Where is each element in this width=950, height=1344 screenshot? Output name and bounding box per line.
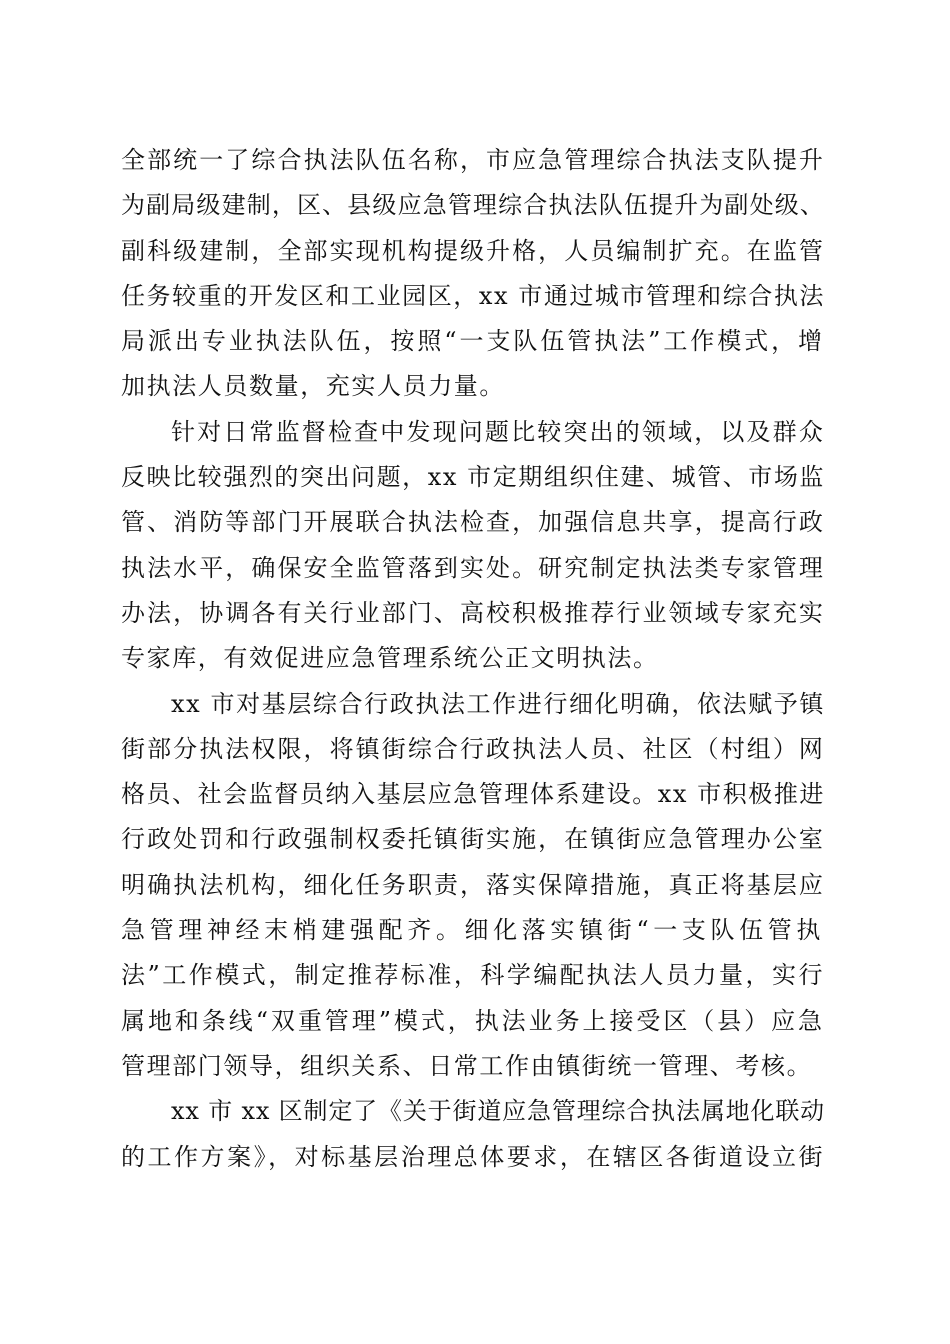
paragraph-line: 为副局级建制，区、县级应急管理综合执法队伍提升为副处级、 <box>121 191 825 220</box>
paragraph-line: 急管理神经末梢建强配齐。细化落实镇街“一支队伍管执 <box>121 916 825 945</box>
paragraph-2 <box>121 410 825 682</box>
paragraph-line: 副科级建制，全部实现机构提级升格，人员编制扩充。在监管 <box>121 236 825 265</box>
paragraph-line: 加执法人员数量，充实人员力量。 <box>121 372 505 401</box>
paragraph-line: 格员、社会监督员纳入基层应急管理体系建设。xx 市积极推进 <box>121 780 825 809</box>
paragraph-4 <box>121 1089 825 1180</box>
paragraph-3 <box>121 682 825 1090</box>
paragraph-line: 反映比较强烈的突出问题，xx 市定期组织住建、城管、市场监 <box>121 463 825 492</box>
paragraph-line: 针对日常监督检查中发现问题比较突出的领域，以及群众 <box>171 417 825 446</box>
paragraph-line: 法”工作模式，制定推荐标准，科学编配执法人员力量，实行 <box>121 961 825 990</box>
paragraph-line: 办法，协调各有关行业部门、高校积极推荐行业领域专家充实 <box>121 598 825 627</box>
paragraph-line: xx 市对基层综合行政执法工作进行细化明确，依法赋予镇 <box>171 689 825 718</box>
paragraph-line: 明确执法机构，细化任务职责，落实保障措施，真正将基层应 <box>121 870 825 899</box>
paragraph-line: 属地和条线“双重管理”模式，执法业务上接受区（县）应急 <box>121 1006 825 1035</box>
paragraph-line: 管、消防等部门开展联合执法检查，加强信息共享，提高行政 <box>121 508 825 537</box>
document-body <box>121 138 825 1180</box>
paragraph-line: 局派出专业执法队伍，按照“一支队伍管执法”工作模式，增 <box>121 327 825 356</box>
paragraph-line: 的工作方案》，对标基层治理总体要求，在辖区各街道设立街 <box>121 1142 825 1171</box>
paragraph-line: 专家库，有效促进应急管理系统公正文明执法。 <box>121 644 659 673</box>
paragraph-line: 全部统一了综合执法队伍名称，市应急管理综合执法支队提升 <box>121 146 825 174</box>
paragraph-line: xx 市 xx 区制定了《关于街道应急管理综合执法属地化联动 <box>171 1097 825 1126</box>
paragraph-line: 任务较重的开发区和工业园区，xx 市通过城市管理和综合执法 <box>121 281 825 310</box>
paragraph-line: 街部分执法权限，将镇街综合行政执法人员、社区（村组）网 <box>121 734 825 763</box>
paragraph-line: 行政处罚和行政强制权委托镇街实施，在镇街应急管理办公室 <box>121 825 825 854</box>
paragraph-line: 执法水平，确保安全监管落到实处。研究制定执法类专家管理 <box>121 553 825 582</box>
paragraph-1 <box>121 138 825 410</box>
paragraph-line: 管理部门领导，组织关系、日常工作由镇街统一管理、考核。 <box>121 1051 813 1080</box>
